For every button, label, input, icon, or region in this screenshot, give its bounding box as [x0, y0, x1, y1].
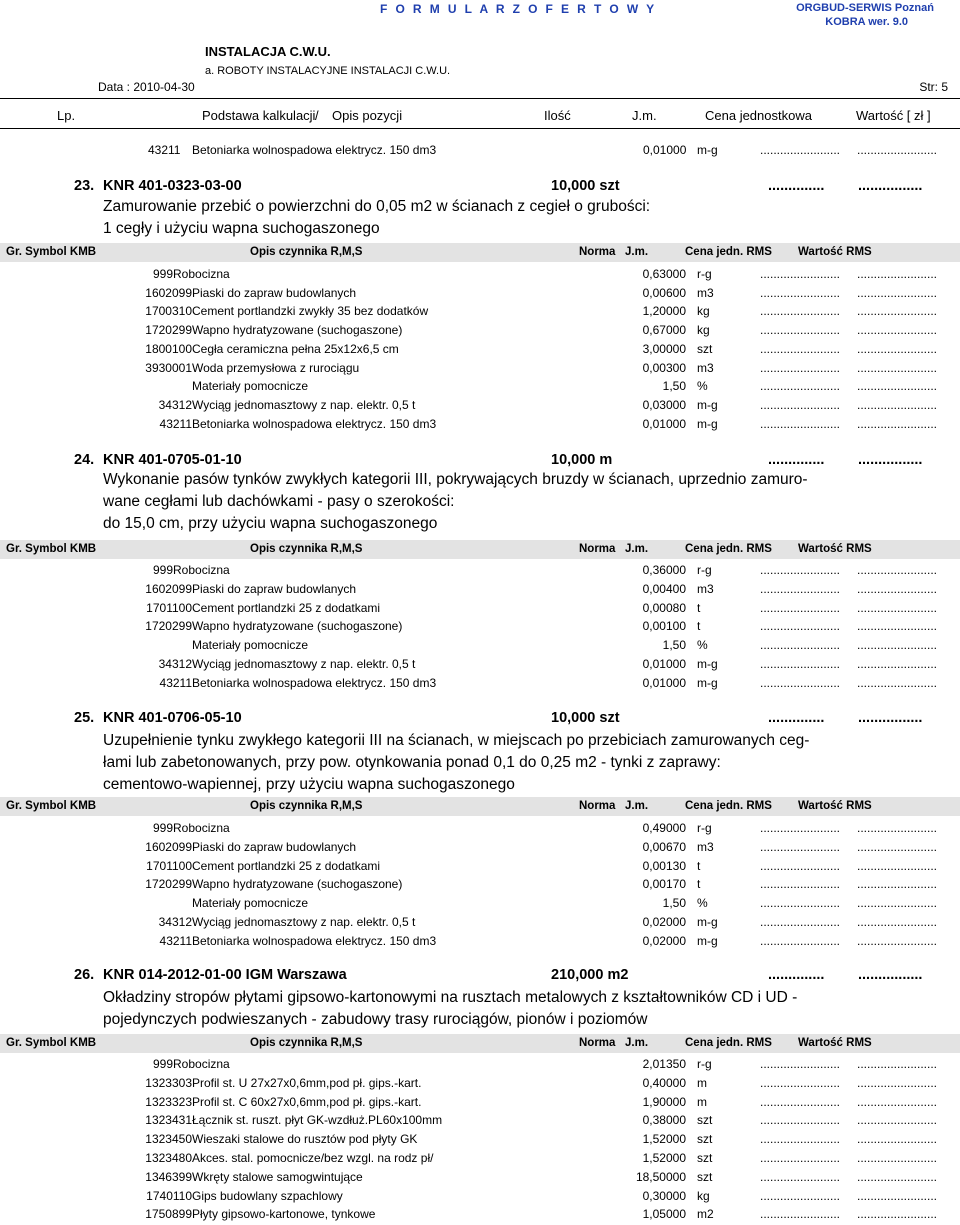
- resource-price-placeholder: ........................: [760, 840, 841, 854]
- resource-price-placeholder: ........................: [760, 417, 841, 431]
- resource-description: Cement portlandzki 25 z dodatkami: [192, 859, 381, 873]
- resource-value-placeholder: ........................: [857, 1151, 938, 1165]
- position-description-line: Wykonanie pasów tynków zwykłych kategorii III, pokrywających bruzdy w ścianach, uprzednio zamuro-: [103, 471, 808, 488]
- resource-norm: 0,40000: [642, 1076, 686, 1090]
- resource-norm: 0,63000: [642, 267, 686, 281]
- resource-description: Betoniarka wolnospadowa elektrycz. 150 dm3: [192, 143, 437, 157]
- resource-description: Wkręty stalowe samogwintujące: [192, 1170, 363, 1184]
- resource-price-placeholder: ........................: [760, 915, 841, 929]
- resource-price-placeholder: ........................: [760, 143, 841, 157]
- position-basis: KNR 401-0705-01-10: [103, 452, 242, 468]
- resource-norm: 1,52000: [642, 1151, 686, 1165]
- resource-value-placeholder: ........................: [857, 1113, 938, 1127]
- position-number: 24.: [74, 452, 95, 468]
- resource-unit: m: [697, 1076, 707, 1090]
- header-rule-top: [0, 98, 960, 99]
- resource-price-placeholder: ........................: [760, 286, 841, 300]
- resource-value-placeholder: ........................: [857, 1170, 938, 1184]
- resource-value-placeholder: ........................: [857, 323, 938, 337]
- resource-description: Profil st. C 60x27x0,6mm,pod pł. gips.-kart.: [192, 1095, 422, 1109]
- resource-price-placeholder: ........................: [760, 877, 841, 891]
- resource-price-placeholder: ........................: [760, 398, 841, 412]
- resource-description: Materiały pomocnicze: [192, 379, 309, 393]
- resource-value-placeholder: ........................: [857, 1189, 938, 1203]
- position-quantity: 10,000 m: [551, 452, 613, 468]
- resource-price-placeholder: ........................: [760, 563, 841, 577]
- resource-description: Materiały pomocnicze: [192, 638, 309, 652]
- resource-code: 1800100: [145, 342, 192, 356]
- resource-value-placeholder: ........................: [857, 143, 938, 157]
- resource-value-placeholder: ........................: [857, 676, 938, 690]
- position-value-placeholder: ................: [858, 178, 923, 194]
- position-number: 26.: [74, 967, 95, 983]
- subheader-group: Gr. Symbol KMB: [6, 800, 97, 812]
- resource-norm: 0,36000: [642, 563, 686, 577]
- resource-price-placeholder: ........................: [760, 1151, 841, 1165]
- resource-norm: 0,01000: [642, 676, 686, 690]
- resource-description: Wapno hydratyzowane (suchogaszone): [192, 619, 403, 633]
- subheader-value: Wartość RMS: [798, 800, 872, 812]
- resource-price-placeholder: ........................: [760, 859, 841, 873]
- position-price-placeholder: ..............: [768, 178, 825, 194]
- resource-unit: m3: [697, 840, 714, 854]
- resource-price-placeholder: ........................: [760, 1113, 841, 1127]
- resource-code: 1720299: [145, 619, 192, 633]
- resource-code: 999: [152, 267, 173, 281]
- resource-norm: 0,00300: [642, 361, 686, 375]
- resource-description: Woda przemysłowa z rurociągu: [192, 361, 360, 375]
- resource-value-placeholder: ........................: [857, 417, 938, 431]
- resource-unit: m-g: [697, 417, 718, 431]
- resource-code: 43211: [159, 417, 192, 431]
- resource-price-placeholder: ........................: [760, 361, 841, 375]
- resource-code: 1701100: [146, 859, 192, 873]
- resource-description: Piaski do zapraw budowlanych: [192, 286, 357, 300]
- position-description-line: Uzupełnienie tynku zwykłego kategorii III na ścianach, w miejscach po przebiciach zamurowanych ceg-: [103, 732, 810, 749]
- resource-description: Robocizna: [173, 563, 230, 577]
- resource-description: Piaski do zapraw budowlanych: [192, 582, 357, 596]
- resource-norm: 0,49000: [642, 821, 686, 835]
- resource-unit: %: [697, 638, 708, 652]
- subheader-value: Wartość RMS: [798, 543, 872, 555]
- resource-unit: m: [697, 1095, 707, 1109]
- column-quantity: Ilość: [544, 108, 571, 123]
- resource-description: Cement portlandzki 25 z dodatkami: [192, 601, 381, 615]
- resource-unit: m-g: [697, 676, 718, 690]
- resource-value-placeholder: ........................: [857, 379, 938, 393]
- position-number: 25.: [74, 710, 95, 726]
- resource-unit: m3: [697, 286, 714, 300]
- resource-norm: 1,90000: [642, 1095, 686, 1109]
- resource-norm: 1,20000: [642, 304, 686, 318]
- resource-unit: t: [697, 601, 701, 615]
- resource-price-placeholder: ........................: [760, 1132, 841, 1146]
- resource-price-placeholder: ........................: [760, 379, 841, 393]
- resource-unit: kg: [697, 323, 710, 337]
- subheader-description: Opis czynnika R,M,S: [250, 246, 363, 258]
- resource-price-placeholder: ........................: [760, 619, 841, 633]
- resource-norm: 1,52000: [642, 1132, 686, 1146]
- resource-value-placeholder: ........................: [857, 840, 938, 854]
- position-description-line: wane cegłami lub dachówkami - pasy o szerokości:: [103, 493, 455, 510]
- resource-unit: m-g: [697, 398, 718, 412]
- resource-unit: t: [697, 877, 701, 891]
- resource-price-placeholder: ........................: [760, 657, 841, 671]
- resource-code: 43211: [148, 143, 181, 157]
- resource-value-placeholder: ........................: [857, 1076, 938, 1090]
- resource-code: 34312: [158, 915, 192, 929]
- resource-price-placeholder: ........................: [760, 821, 841, 835]
- resource-price-placeholder: ........................: [760, 267, 841, 281]
- resource-value-placeholder: ........................: [857, 361, 938, 375]
- position-value-placeholder: ................: [858, 452, 923, 468]
- resource-code: 34312: [158, 398, 192, 412]
- resource-unit: m2: [697, 1207, 714, 1221]
- form-title: F O R M U L A R Z O F E R T O W Y: [380, 2, 657, 16]
- resource-norm: 0,02000: [642, 915, 686, 929]
- resource-code: 1602099: [145, 286, 192, 300]
- resource-description: Łącznik st. ruszt. płyt GK-wzdłuż.PL60x100mm: [192, 1113, 443, 1127]
- position-description-line: Okładziny stropów płytami gipsowo-kartonowymi na rusztach metalowych z kształtowników CD i UD -: [103, 989, 798, 1006]
- subheader-description: Opis czynnika R,M,S: [250, 1037, 363, 1049]
- subheader-group: Gr. Symbol KMB: [6, 543, 97, 555]
- document-date: Data : 2010-04-30: [98, 80, 195, 94]
- subheader-unit: J.m.: [625, 1037, 649, 1049]
- resource-norm: 0,00130: [642, 859, 686, 873]
- resource-code: 999: [152, 1057, 173, 1071]
- resource-unit: t: [697, 859, 701, 873]
- position-value-placeholder: ................: [858, 710, 923, 726]
- header-rule-bottom: [0, 128, 960, 129]
- resource-description: Gips budowlany szpachlowy: [192, 1189, 343, 1203]
- resource-norm: 0,00400: [642, 582, 686, 596]
- subheader-norm: Norma: [579, 543, 616, 555]
- position-price-placeholder: ..............: [768, 710, 825, 726]
- resource-unit: r-g: [697, 821, 712, 835]
- resource-unit: r-g: [697, 1057, 712, 1071]
- resource-price-placeholder: ........................: [760, 582, 841, 596]
- resource-price-placeholder: ........................: [760, 1057, 841, 1071]
- resource-code: 1323431: [145, 1113, 192, 1127]
- resource-price-placeholder: ........................: [760, 1189, 841, 1203]
- resource-code: 43211: [159, 934, 192, 948]
- position-description-line: pojedynczych podwieszanych - zabudowy trasy rurociągów, pionów i poziomów: [103, 1011, 648, 1028]
- subheader-unit: J.m.: [625, 800, 649, 812]
- position-description-line: łami lub zabetonowanych, przy pow. otynkowania ponad 0,1 do 0,25 m2 - tynki z zaprawy:: [103, 754, 721, 771]
- resource-unit: m3: [697, 582, 714, 596]
- resource-code: 1323323: [145, 1095, 192, 1109]
- resource-norm: 1,50: [662, 896, 686, 910]
- resource-description: Cement portlandzki zwykły 35 bez dodatków: [192, 304, 429, 318]
- resource-unit: szt: [697, 342, 713, 356]
- resource-norm: 18,50000: [635, 1170, 686, 1184]
- resource-description: Robocizna: [173, 1057, 230, 1071]
- column-unit-price: Cena jednostkowa: [705, 108, 812, 123]
- subheader-description: Opis czynnika R,M,S: [250, 800, 363, 812]
- resource-norm: 0,67000: [642, 323, 686, 337]
- resource-norm: 0,00170: [642, 877, 686, 891]
- resource-description: Piaski do zapraw budowlanych: [192, 840, 357, 854]
- resource-value-placeholder: ........................: [857, 1095, 938, 1109]
- resource-norm: 0,00600: [642, 286, 686, 300]
- position-description-line: 1 cegły i użyciu wapna suchogaszonego: [103, 220, 380, 237]
- resource-norm: 0,02000: [642, 934, 686, 948]
- subheader-norm: Norma: [579, 246, 616, 258]
- column-unit: J.m.: [632, 108, 657, 123]
- resource-unit: m-g: [697, 657, 718, 671]
- resource-code: 1602099: [145, 582, 192, 596]
- resource-price-placeholder: ........................: [760, 1095, 841, 1109]
- resource-unit: %: [697, 379, 708, 393]
- resource-value-placeholder: ........................: [857, 896, 938, 910]
- resource-description: Robocizna: [173, 821, 230, 835]
- resource-price-placeholder: ........................: [760, 676, 841, 690]
- resource-description: Cegła ceramiczna pełna 25x12x6,5 cm: [192, 342, 399, 356]
- resource-value-placeholder: ........................: [857, 601, 938, 615]
- resource-value-placeholder: ........................: [857, 398, 938, 412]
- resource-value-placeholder: ........................: [857, 915, 938, 929]
- resource-norm: 0,01000: [643, 143, 687, 157]
- installation-title: INSTALACJA C.W.U.: [205, 44, 331, 59]
- subheader-norm: Norma: [579, 1037, 616, 1049]
- subheader-value: Wartość RMS: [798, 246, 872, 258]
- resource-norm: 0,30000: [642, 1189, 686, 1203]
- resource-value-placeholder: ........................: [857, 619, 938, 633]
- resource-description: Wapno hydratyzowane (suchogaszone): [192, 323, 403, 337]
- resource-subheader: [0, 540, 960, 559]
- resource-value-placeholder: ........................: [857, 1207, 938, 1221]
- resource-value-placeholder: ........................: [857, 1132, 938, 1146]
- column-lp: Lp.: [57, 108, 76, 123]
- position-price-placeholder: ..............: [768, 452, 825, 468]
- resource-unit: r-g: [697, 563, 712, 577]
- resource-description: Materiały pomocnicze: [192, 896, 309, 910]
- resource-price-placeholder: ........................: [760, 1170, 841, 1184]
- resource-unit: szt: [697, 1132, 713, 1146]
- resource-value-placeholder: ........................: [857, 1057, 938, 1071]
- column-slash: /: [315, 108, 319, 123]
- position-description-line: Zamurowanie przebić o powierzchni do 0,05 m2 w ścianach z cegieł o grubości:: [103, 198, 651, 215]
- column-description: Opis pozycji: [332, 108, 403, 123]
- resource-code: 1323480: [145, 1151, 192, 1165]
- resource-code: 43211: [159, 676, 192, 690]
- resource-norm: 1,05000: [642, 1207, 686, 1221]
- program-version: KOBRA wer. 9.0: [825, 16, 908, 28]
- position-number: 23.: [74, 178, 95, 194]
- subheader-price: Cena jedn. RMS: [685, 1037, 772, 1049]
- resource-price-placeholder: ........................: [760, 304, 841, 318]
- resource-code: 1602099: [145, 840, 192, 854]
- resource-subheader: [0, 797, 960, 816]
- resource-value-placeholder: ........................: [857, 638, 938, 652]
- resource-price-placeholder: ........................: [760, 1207, 841, 1221]
- resource-unit: m3: [697, 361, 714, 375]
- position-quantity: 10,000 szt: [551, 178, 620, 194]
- resource-code: 34312: [158, 657, 192, 671]
- resource-code: 1720299: [145, 323, 192, 337]
- resource-code: 999: [152, 821, 173, 835]
- resource-code: 1750899: [145, 1207, 192, 1221]
- resource-code: 1346399: [145, 1170, 192, 1184]
- resource-value-placeholder: ........................: [857, 267, 938, 281]
- subheader-group: Gr. Symbol KMB: [6, 1037, 97, 1049]
- subheader-price: Cena jedn. RMS: [685, 246, 772, 258]
- resource-description: Betoniarka wolnospadowa elektrycz. 150 dm3: [192, 417, 437, 431]
- resource-value-placeholder: ........................: [857, 657, 938, 671]
- resource-subheader: [0, 1034, 960, 1053]
- resource-unit: m-g: [697, 934, 718, 948]
- resource-norm: 0,03000: [642, 398, 686, 412]
- resource-description: Płyty gipsowo-kartonowe, tynkowe: [192, 1207, 376, 1221]
- position-basis: KNR 014-2012-01-00 IGM Warszawa: [103, 967, 347, 983]
- resource-value-placeholder: ........................: [857, 934, 938, 948]
- resource-value-placeholder: ........................: [857, 563, 938, 577]
- resource-norm: 0,00080: [642, 601, 686, 615]
- resource-code: 1720299: [145, 877, 192, 891]
- resource-unit: szt: [697, 1151, 713, 1165]
- resource-description: Betoniarka wolnospadowa elektrycz. 150 dm3: [192, 676, 437, 690]
- resource-unit: kg: [697, 1189, 710, 1203]
- position-price-placeholder: ..............: [768, 967, 825, 983]
- brand-name: ORGBUD-SERWIS Poznań: [796, 2, 934, 14]
- subheader-value: Wartość RMS: [798, 1037, 872, 1049]
- resource-description: Wyciąg jednomasztowy z nap. elektr. 0,5 t: [192, 657, 416, 671]
- resource-code: 1323303: [145, 1076, 192, 1090]
- resource-description: Wapno hydratyzowane (suchogaszone): [192, 877, 403, 891]
- resource-norm: 0,01000: [642, 417, 686, 431]
- resource-price-placeholder: ........................: [760, 342, 841, 356]
- resource-unit: m-g: [697, 915, 718, 929]
- resource-description: Robocizna: [173, 267, 230, 281]
- resource-code: 1323450: [145, 1132, 192, 1146]
- position-quantity: 10,000 szt: [551, 710, 620, 726]
- position-value-placeholder: ................: [858, 967, 923, 983]
- subheader-price: Cena jedn. RMS: [685, 800, 772, 812]
- resource-price-placeholder: ........................: [760, 896, 841, 910]
- resource-code: 999: [152, 563, 173, 577]
- subheader-unit: J.m.: [625, 246, 649, 258]
- resource-unit: r-g: [697, 267, 712, 281]
- subheader-group: Gr. Symbol KMB: [6, 246, 97, 258]
- subheader-unit: J.m.: [625, 543, 649, 555]
- resource-norm: 3,00000: [642, 342, 686, 356]
- resource-price-placeholder: ........................: [760, 323, 841, 337]
- resource-price-placeholder: ........................: [760, 1076, 841, 1090]
- subheader-description: Opis czynnika R,M,S: [250, 543, 363, 555]
- resource-value-placeholder: ........................: [857, 859, 938, 873]
- resource-norm: 2,01350: [642, 1057, 686, 1071]
- resource-value-placeholder: ........................: [857, 286, 938, 300]
- resource-description: Wyciąg jednomasztowy z nap. elektr. 0,5 t: [192, 398, 416, 412]
- resource-price-placeholder: ........................: [760, 601, 841, 615]
- resource-price-placeholder: ........................: [760, 638, 841, 652]
- position-description-line: do 15,0 cm, przy użyciu wapna suchogaszonego: [103, 515, 438, 532]
- resource-code: 1700310: [145, 304, 192, 318]
- resource-value-placeholder: ........................: [857, 877, 938, 891]
- resource-norm: 1,50: [662, 638, 686, 652]
- resource-unit: szt: [697, 1170, 713, 1184]
- position-basis: KNR 401-0323-03-00: [103, 178, 242, 194]
- resource-unit: %: [697, 896, 708, 910]
- subheader-norm: Norma: [579, 800, 616, 812]
- resource-code: 1740110: [146, 1189, 192, 1203]
- column-value: Wartość [ zł ]: [856, 108, 931, 123]
- position-quantity: 210,000 m2: [551, 967, 629, 983]
- resource-description: Wyciąg jednomasztowy z nap. elektr. 0,5 t: [192, 915, 416, 929]
- resource-unit: m-g: [697, 143, 718, 157]
- resource-description: Wieszaki stalowe do rusztów pod płyty GK: [192, 1132, 418, 1146]
- resource-unit: t: [697, 619, 701, 633]
- position-basis: KNR 401-0706-05-10: [103, 710, 242, 726]
- resource-value-placeholder: ........................: [857, 342, 938, 356]
- resource-norm: 0,00670: [642, 840, 686, 854]
- resource-value-placeholder: ........................: [857, 582, 938, 596]
- resource-norm: 0,38000: [642, 1113, 686, 1127]
- resource-unit: szt: [697, 1113, 713, 1127]
- resource-description: Profil st. U 27x27x0,6mm,pod pł. gips.-kart.: [192, 1076, 422, 1090]
- resource-value-placeholder: ........................: [857, 304, 938, 318]
- column-basis: Podstawa kalkulacji: [202, 108, 316, 123]
- resource-norm: 0,01000: [642, 657, 686, 671]
- resource-unit: kg: [697, 304, 710, 318]
- resource-norm: 1,50: [662, 379, 686, 393]
- resource-norm: 0,00100: [642, 619, 686, 633]
- resource-subheader: [0, 243, 960, 262]
- resource-description: Akces. stal. pomocnicze/bez wzgl. na rodz pł/: [192, 1151, 434, 1165]
- resource-code: 3930001: [145, 361, 192, 375]
- resource-price-placeholder: ........................: [760, 934, 841, 948]
- section-title: a. ROBOTY INSTALACYJNE INSTALACJI C.W.U.: [205, 65, 451, 77]
- position-description-line: cementowo-wapiennej, przy użyciu wapna suchogaszonego: [103, 776, 515, 793]
- resource-code: 1701100: [146, 601, 192, 615]
- subheader-price: Cena jedn. RMS: [685, 543, 772, 555]
- resource-description: Betoniarka wolnospadowa elektrycz. 150 dm3: [192, 934, 437, 948]
- resource-value-placeholder: ........................: [857, 821, 938, 835]
- page-number: Str: 5: [919, 80, 948, 94]
